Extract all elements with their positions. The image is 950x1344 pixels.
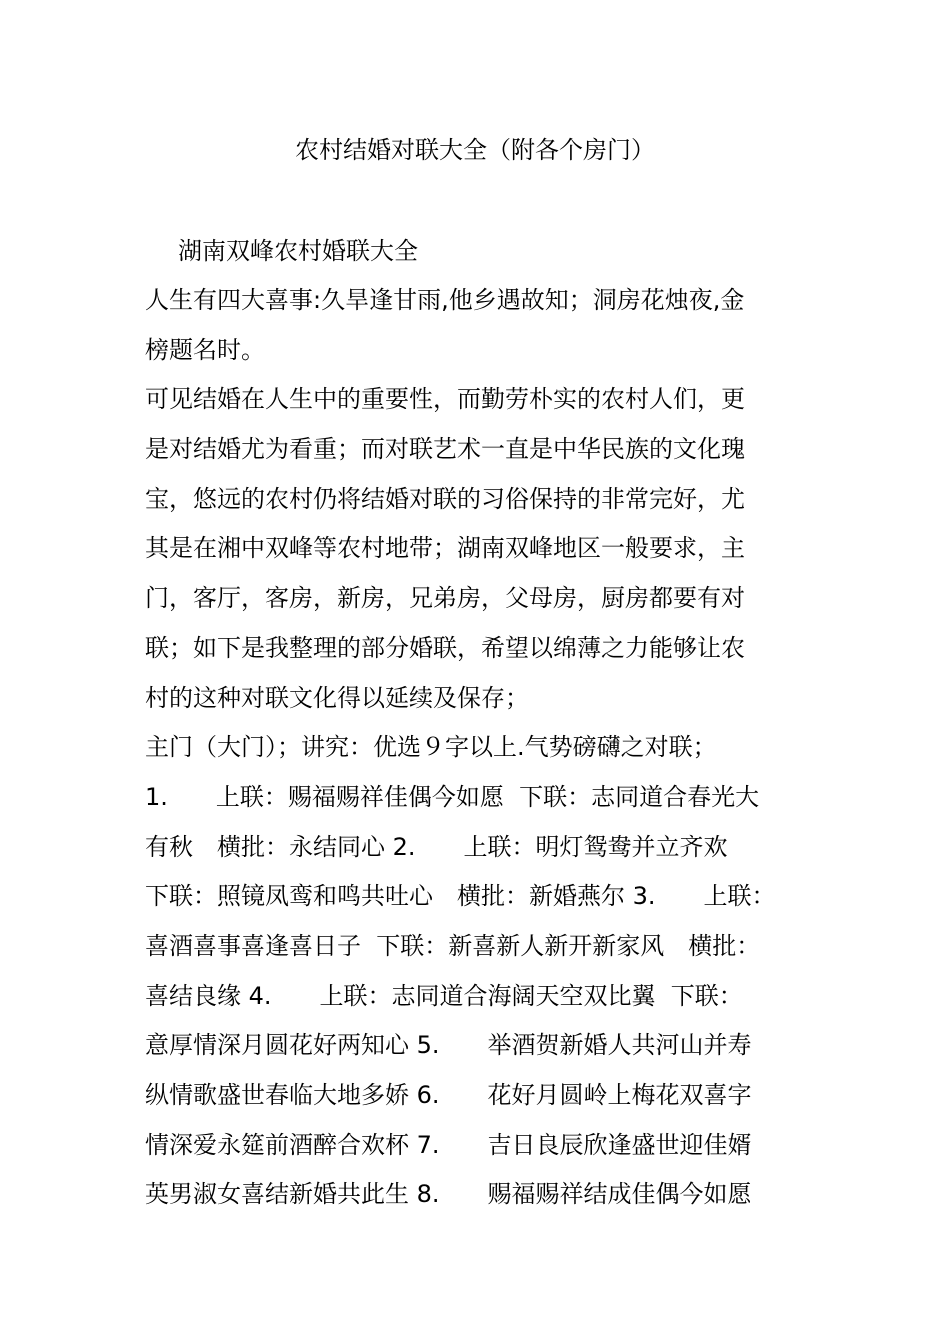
section-heading: 湖南双峰农村婚联大全 bbox=[178, 237, 418, 265]
text-line: 纵情歌盛世春临大地多娇 6. 花好月圆岭上梅花双喜字 bbox=[145, 1081, 752, 1109]
text-line: 可见结婚在人生中的重要性，而勤劳朴实的农村人们，更 bbox=[145, 385, 745, 414]
text-line: 其是在湘中双峰等农村地带；湖南双峰地区一般要求，主 bbox=[145, 534, 745, 563]
body-text bbox=[145, 282, 825, 1226]
text-line: 联；如下是我整理的部分婚联，希望以绵薄之力能够让农 bbox=[145, 633, 745, 662]
text-line: 宝，悠远的农村仍将结婚对联的习俗保持的非常完好，尤 bbox=[145, 484, 745, 513]
text-line: 喜酒喜事喜逢喜日子 下联：新喜新人新开新家风 横批： bbox=[145, 931, 761, 960]
text-line: 门，客厅，客房，新房，兄弟房，父母房，厨房都要有对 bbox=[145, 584, 745, 613]
page-title: 农村结婚对联大全（附各个房门） bbox=[295, 136, 655, 164]
text-line: 英男淑女喜结新婚共此生 8. 赐福赐祥结成佳偶今如愿 bbox=[145, 1180, 752, 1209]
text-line: 有秋 横批：永结同心 2. 上联：明灯鸳鸯并立齐欢 bbox=[145, 832, 728, 861]
text-line: 主门（大门）；讲究：优选９字以上.气势磅礴之对联； bbox=[145, 733, 717, 762]
text-line: 意厚情深月圆花好两知心 5. 举酒贺新婚人共河山并寿 bbox=[145, 1031, 752, 1060]
text-line: 是对结婚尤为看重；而对联艺术一直是中华民族的文化瑰 bbox=[145, 435, 745, 464]
text-line: 下联：照镜凤鸾和鸣共吐心 横批：新婚燕尔 3. 上联： bbox=[145, 882, 776, 911]
text-line: 喜结良缘 4. 上联：志同道合海阔天空双比翼 下联： bbox=[145, 981, 743, 1010]
text-line: 情深爱永筵前酒醉合欢杯 7. 吉日良辰欣逢盛世迎佳婿 bbox=[145, 1130, 752, 1159]
text-line: 1. 上联：赐福赐祥佳偶今如愿 下联：志同道合春光大 bbox=[145, 782, 760, 811]
text-line: 人生有四大喜事:久旱逢甘雨,他乡遇故知；洞房花烛夜,金 bbox=[145, 286, 745, 314]
text-line: 村的这种对联文化得以延续及保存； bbox=[145, 683, 529, 712]
text-line: 榜题名时。 bbox=[145, 335, 265, 364]
